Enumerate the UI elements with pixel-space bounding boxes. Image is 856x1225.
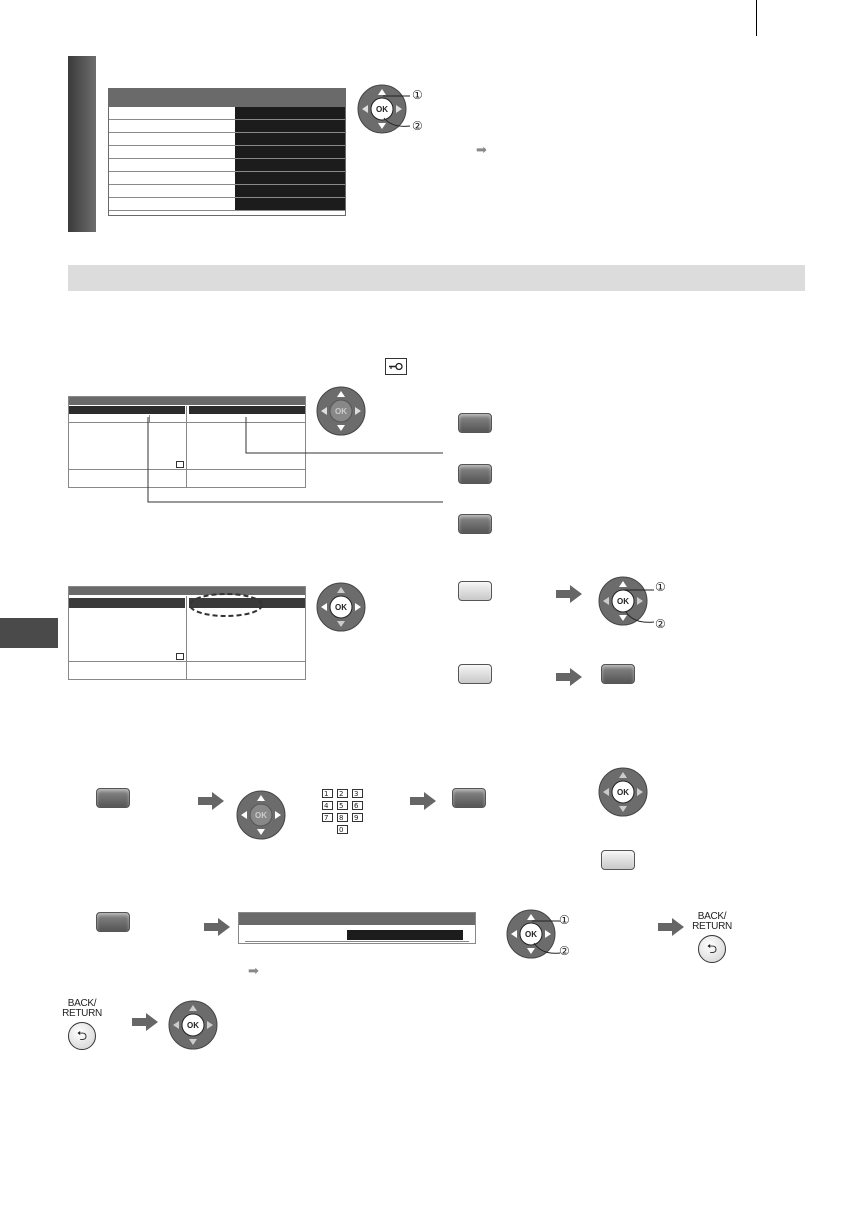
ok-label: OK	[255, 811, 267, 820]
chapter-side-tab	[68, 56, 96, 232]
back-return-label: BACK/ RETURN	[692, 911, 732, 932]
menu-screen-top	[108, 88, 346, 216]
ok-label: OK	[617, 788, 629, 797]
remote-button[interactable]	[601, 850, 635, 870]
lock-icon	[385, 358, 407, 375]
back-return-button[interactable]	[692, 912, 732, 963]
ok-label: OK	[617, 597, 629, 606]
next-step-arrow-icon	[658, 918, 684, 936]
menu-row	[109, 133, 345, 146]
next-step-arrow-icon	[556, 668, 582, 686]
next-step-arrow-icon	[556, 585, 582, 603]
menu-row	[109, 159, 345, 172]
reference-arrow-icon: ➡	[476, 142, 487, 157]
back-return-icon: ⮌	[68, 1022, 96, 1050]
leader-lines	[140, 415, 450, 507]
ok-label: OK	[187, 1021, 199, 1030]
menu-row	[109, 146, 345, 159]
step-marker-one: ①	[655, 580, 666, 594]
key-3[interactable]: 3	[352, 789, 363, 798]
menu-row	[109, 198, 345, 211]
step-marker-one: ①	[412, 88, 423, 102]
menu-row	[109, 185, 345, 198]
menu-title-bar	[109, 89, 345, 107]
remote-colour-button[interactable]	[452, 788, 486, 808]
menu-row	[109, 107, 345, 120]
ok-label: OK	[525, 930, 537, 939]
ok-label: OK	[335, 603, 347, 612]
remote-button[interactable]	[458, 664, 492, 684]
key-2[interactable]: 2	[337, 789, 348, 798]
next-step-arrow-icon	[204, 918, 230, 936]
cursor-pad-icon	[316, 582, 366, 632]
key-6[interactable]: 6	[352, 801, 363, 810]
key-4[interactable]: 4	[322, 801, 333, 810]
menu-row	[109, 172, 345, 185]
key-7[interactable]: 7	[322, 813, 333, 822]
cursor-pad-icon	[598, 767, 648, 817]
highlight-dashed-ellipse	[186, 590, 266, 620]
reference-arrow-icon: ➡	[248, 963, 259, 978]
remote-colour-button[interactable]	[96, 788, 130, 808]
remote-colour-button[interactable]	[96, 912, 130, 932]
ok-label: OK	[335, 407, 347, 416]
key-0[interactable]: 0	[337, 825, 348, 834]
step-marker-two: ②	[655, 617, 666, 631]
ok-label: OK	[376, 105, 388, 114]
back-return-button[interactable]	[62, 999, 102, 1050]
menu-row	[109, 120, 345, 133]
section-heading-bar	[68, 265, 805, 291]
step-marker-one: ①	[559, 913, 570, 927]
remote-button[interactable]	[458, 581, 492, 601]
step-marker-two: ②	[559, 944, 570, 958]
numeric-keypad	[322, 789, 372, 839]
back-return-icon: ⮌	[698, 935, 726, 963]
cursor-pad-icon	[236, 790, 286, 840]
remote-colour-button[interactable]	[458, 514, 492, 534]
next-step-arrow-icon	[132, 1013, 158, 1031]
next-step-arrow-icon	[198, 792, 224, 810]
step-marker-two: ②	[412, 119, 423, 133]
key-8[interactable]: 8	[337, 813, 348, 822]
key-1[interactable]: 1	[322, 789, 333, 798]
cursor-pad-icon	[168, 1000, 218, 1050]
key-9[interactable]: 9	[352, 813, 363, 822]
cut-mark-line	[756, 0, 757, 36]
remote-colour-button[interactable]	[458, 464, 492, 484]
remote-colour-button[interactable]	[458, 413, 492, 433]
back-return-label: BACK/ RETURN	[62, 998, 102, 1019]
next-step-arrow-icon	[410, 792, 436, 810]
menu-screen-entry	[238, 912, 476, 944]
key-5[interactable]: 5	[337, 801, 348, 810]
remote-colour-button[interactable]	[601, 664, 635, 684]
chapter-index-tab	[0, 618, 58, 648]
